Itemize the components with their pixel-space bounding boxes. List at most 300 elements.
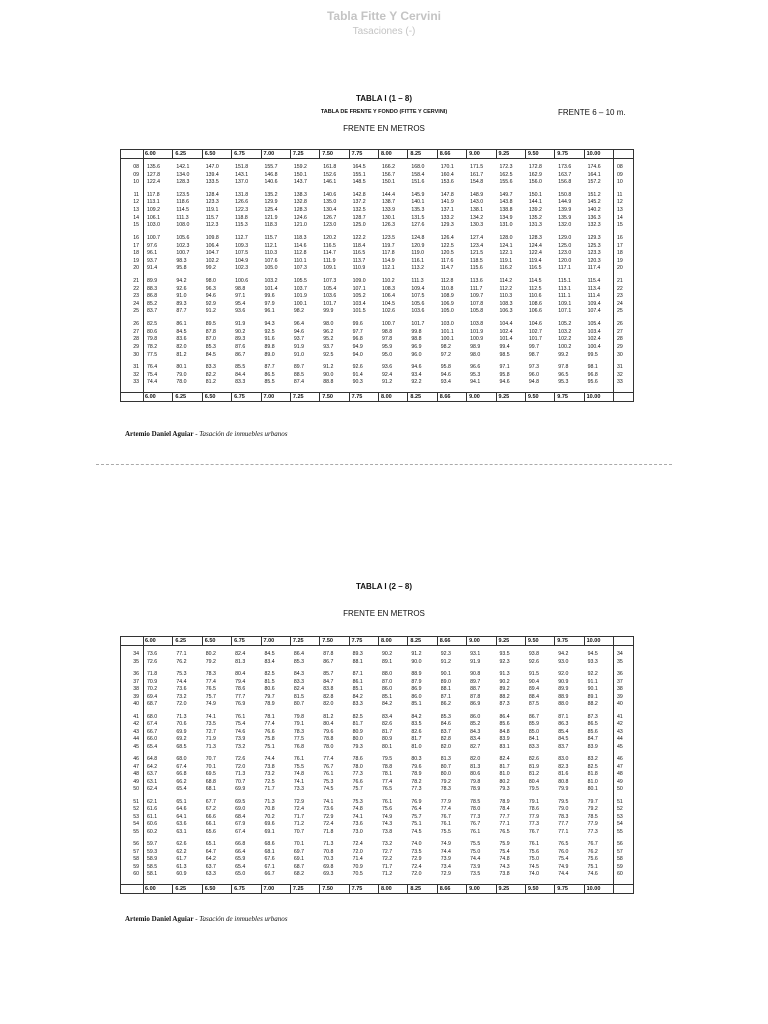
table-cell: 78.2 xyxy=(411,778,422,785)
table-cell: 105.6 xyxy=(411,300,425,307)
table-cell: 96.8 xyxy=(587,371,598,378)
table-cell: 89.0 xyxy=(264,351,275,358)
row-depth-label: 30 xyxy=(617,351,623,358)
table-cell: 96.9 xyxy=(411,343,422,350)
table-cell: 97.1 xyxy=(235,293,246,300)
column-header: 6.75 xyxy=(231,150,260,158)
table-cell: 153.6 xyxy=(440,179,454,186)
table-cell: 100.2 xyxy=(558,343,572,350)
table-cell: 115.7 xyxy=(205,214,219,221)
page-separator xyxy=(96,464,672,465)
table-cell: 108.0 xyxy=(176,222,190,229)
table-cell: 85.1 xyxy=(382,693,393,700)
row-depth-label: 40 xyxy=(617,701,623,708)
table-cell: 89.9 xyxy=(147,278,158,284)
table-cell: 84.7 xyxy=(323,678,334,685)
table-cell: 59.7 xyxy=(147,841,158,848)
table-cell: 102.7 xyxy=(528,328,542,335)
table-cell: 81.7 xyxy=(499,763,510,770)
table-cell: 100.4 xyxy=(587,343,601,350)
table-cell: 99.8 xyxy=(411,328,422,335)
table-cell: 110.8 xyxy=(440,285,454,292)
row-depth-label: 25 xyxy=(617,308,623,315)
table-cell: 135.3 xyxy=(411,207,425,214)
column-header: 8.66 xyxy=(437,393,466,401)
row-depth-label: 20 xyxy=(617,265,623,272)
row-depth-label: 08 xyxy=(133,164,139,170)
table-cell: 152.6 xyxy=(323,171,337,178)
table-cell: 77.9 xyxy=(587,821,598,828)
table-cell: 155.1 xyxy=(352,171,366,178)
table-cell: 137.0 xyxy=(235,179,249,186)
table-cell: 102.2 xyxy=(558,336,572,343)
table-cell: 58.1 xyxy=(147,871,158,878)
table-cell: 72.4 xyxy=(352,841,363,848)
table-cell: 112.1 xyxy=(264,242,278,249)
table-cell: 119.7 xyxy=(382,242,395,249)
table-cell: 81.0 xyxy=(411,743,422,750)
table-cell: 74.1 xyxy=(323,798,334,805)
table-cell: 77.9 xyxy=(528,813,539,820)
table-cell: 129.9 xyxy=(264,199,278,206)
table-cell: 101.9 xyxy=(293,293,307,300)
table-cell: 75.6 xyxy=(528,848,539,855)
row-depth-label: 33 xyxy=(133,379,139,386)
table-cell: 67.1 xyxy=(264,863,275,870)
table-cell: 95.6 xyxy=(587,379,598,386)
table-cell: 111.3 xyxy=(176,214,189,221)
table-cell: 65.9 xyxy=(235,856,246,863)
table-cell: 68.1 xyxy=(205,786,216,793)
table-cell: 130.3 xyxy=(470,222,484,229)
row-depth-label: 14 xyxy=(617,214,623,221)
table-cell: 82.3 xyxy=(558,763,569,770)
table-cell: 78.6 xyxy=(235,686,246,693)
table-cell: 140.1 xyxy=(411,199,425,206)
table-cell: 89.3 xyxy=(235,336,246,343)
table-cell: 87.6 xyxy=(235,343,246,350)
table-cell: 86.0 xyxy=(470,713,481,720)
table-cell: 94.6 xyxy=(440,371,451,378)
table-cell: 77.5 xyxy=(147,351,158,358)
table-cell: 82.6 xyxy=(382,721,393,728)
table-cell: 74.4 xyxy=(147,379,158,386)
table-cell: 126.7 xyxy=(323,214,337,221)
table-cell: 65.4 xyxy=(176,786,187,793)
table-cell: 92.2 xyxy=(411,379,422,386)
table-cell: 91.2 xyxy=(440,658,451,665)
table-cell: 70.2 xyxy=(264,813,275,820)
table-cell: 61.1 xyxy=(147,813,158,820)
table-cell: 60.2 xyxy=(147,828,158,835)
table-cell: 142.8 xyxy=(352,191,366,198)
table-cell: 111.9 xyxy=(323,257,336,264)
table1 xyxy=(120,149,634,402)
column-header: 6.25 xyxy=(172,393,201,401)
table-cell: 95.2 xyxy=(323,336,334,343)
column-header: 7.50 xyxy=(319,637,348,645)
table-cell: 116.5 xyxy=(528,265,542,272)
table-cell: 84.7 xyxy=(587,736,598,743)
table-cell: 115.1 xyxy=(558,278,571,284)
table-cell: 154.8 xyxy=(470,179,484,186)
table-cell: 79.0 xyxy=(176,371,187,378)
table-cell: 86.4 xyxy=(499,713,510,720)
table-cell: 92.3 xyxy=(499,658,510,665)
table-cell: 70.8 xyxy=(264,806,275,813)
table-cell: 103.6 xyxy=(411,308,425,315)
table-cell: 74.4 xyxy=(470,856,481,863)
row-depth-label: 56 xyxy=(133,841,139,848)
table-cell: 79.8 xyxy=(470,778,481,785)
table-cell: 101.1 xyxy=(440,328,454,335)
footer-dash: - xyxy=(193,915,200,923)
row-depth-label: 09 xyxy=(133,171,139,178)
row-depth-label: 11 xyxy=(133,191,139,198)
table-cell: 73.5 xyxy=(470,871,481,878)
row-depth-label: 16 xyxy=(617,234,623,241)
table-cell: 87.3 xyxy=(499,701,510,708)
table-cell: 78.4 xyxy=(499,806,510,813)
table-cell: 129.0 xyxy=(558,234,572,241)
table-cell: 140.6 xyxy=(323,191,337,198)
column-header: 7.25 xyxy=(290,393,319,401)
table-cell: 82.0 xyxy=(323,701,334,708)
table-cell: 111.1 xyxy=(558,293,571,300)
table-cell: 76.1 xyxy=(323,771,334,778)
table-cell: 73.3 xyxy=(293,786,304,793)
table-cell: 76.1 xyxy=(528,841,539,848)
table-cell: 82.8 xyxy=(323,693,334,700)
column-header: 7.25 xyxy=(290,637,319,645)
table-cell: 111.7 xyxy=(470,285,483,292)
table-cell: 101.7 xyxy=(411,321,425,328)
column-header: 9.75 xyxy=(554,637,583,645)
table-cell: 116.1 xyxy=(411,257,424,264)
table-cell: 88.9 xyxy=(411,671,422,678)
table-cell: 92.2 xyxy=(587,671,598,678)
table-cell: 146.8 xyxy=(264,171,278,178)
table-cell: 122.1 xyxy=(499,250,513,257)
table-cell: 96.8 xyxy=(352,336,363,343)
table-cell: 132.5 xyxy=(352,207,366,214)
row-depth-label: 15 xyxy=(617,222,623,229)
table-cell: 76.8 xyxy=(293,743,304,750)
table-cell: 69.6 xyxy=(264,821,275,828)
table-cell: 115.7 xyxy=(264,234,278,241)
table-cell: 98.2 xyxy=(440,343,451,350)
table-cell: 91.2 xyxy=(382,379,393,386)
column-header: 6.50 xyxy=(202,150,231,158)
table-cell: 75.3 xyxy=(352,798,363,805)
table-cell: 80.7 xyxy=(440,763,451,770)
table-cell: 133.5 xyxy=(205,179,219,186)
row-depth-label: 28 xyxy=(133,336,139,343)
table-cell: 98.8 xyxy=(382,328,393,335)
table-cell: 134.9 xyxy=(499,214,513,221)
table-cell: 147.8 xyxy=(440,191,454,198)
table-cell: 87.0 xyxy=(205,336,216,343)
table-cell: 64.1 xyxy=(176,813,187,820)
table-cell: 76.5 xyxy=(205,686,216,693)
table-cell: 83.3 xyxy=(293,678,304,685)
table-cell: 71.7 xyxy=(382,863,393,870)
table-cell: 76.7 xyxy=(470,821,481,828)
table-cell: 75.5 xyxy=(440,828,451,835)
table-cell: 128.4 xyxy=(205,191,219,198)
table-cell: 83.3 xyxy=(352,701,363,708)
row-depth-label: 32 xyxy=(617,371,623,378)
table-cell: 143.0 xyxy=(470,199,484,206)
table-cell: 96.6 xyxy=(470,364,481,371)
table-cell: 80.8 xyxy=(558,778,569,785)
table-cell: 75.8 xyxy=(264,736,275,743)
table-cell: 70.7 xyxy=(205,756,216,763)
column-header: 9.50 xyxy=(525,637,554,645)
table-cell: 114.5 xyxy=(528,278,542,284)
table-cell: 110.1 xyxy=(293,257,307,264)
table1-subtitle: TABLA DE FRENTE Y FONDO (FITTE Y CERVINI) xyxy=(320,109,448,115)
table-cell: 151.8 xyxy=(235,164,249,170)
table-cell: 88.1 xyxy=(352,658,363,665)
column-header: 7.50 xyxy=(319,393,348,401)
table-cell: 79.2 xyxy=(440,778,451,785)
table-cell: 78.1 xyxy=(264,713,275,720)
table-cell: 74.8 xyxy=(293,771,304,778)
table-cell: 70.1 xyxy=(293,841,304,848)
table-cell: 72.7 xyxy=(382,848,393,855)
table-cell: 69.5 xyxy=(235,798,246,805)
column-header: 6.75 xyxy=(231,393,260,401)
table-cell: 72.6 xyxy=(147,658,158,665)
table-cell: 103.2 xyxy=(264,278,278,284)
table-cell: 71.2 xyxy=(293,821,304,828)
table-cell: 86.3 xyxy=(558,721,569,728)
table-cell: 107.5 xyxy=(411,293,425,300)
table-cell: 148.5 xyxy=(352,179,366,186)
row-depth-label: 08 xyxy=(617,164,623,170)
table-cell: 130.1 xyxy=(382,214,395,221)
column-header: 7.00 xyxy=(261,150,290,158)
table-cell: 78.6 xyxy=(352,756,363,763)
column-header: 9.75 xyxy=(554,150,583,158)
table-cell: 69.9 xyxy=(176,728,187,735)
table-cell: 82.4 xyxy=(235,651,246,657)
column-divider xyxy=(143,150,144,401)
table-cell: 95.9 xyxy=(382,343,393,350)
table-cell: 80.1 xyxy=(587,786,598,793)
table-cell: 62.1 xyxy=(147,798,158,805)
row-depth-label: 52 xyxy=(133,806,139,813)
table-cell: 70.9 xyxy=(352,863,363,870)
table-cell: 91.6 xyxy=(264,336,275,343)
table-cell: 82.4 xyxy=(499,756,510,763)
row-depth-label: 57 xyxy=(133,848,139,855)
table-cell: 99.2 xyxy=(205,265,216,272)
table-cell: 114.2 xyxy=(499,278,513,284)
table-cell: 89.5 xyxy=(205,321,216,328)
table-cell: 101.7 xyxy=(528,336,542,343)
table1-title: TABLA I (1 – 8) xyxy=(355,94,412,103)
row-depth-label: 51 xyxy=(133,798,139,805)
table-cell: 72.9 xyxy=(293,798,304,805)
table-cell: 88.4 xyxy=(528,693,539,700)
table-cell: 139.2 xyxy=(528,207,542,214)
column-header: 9.50 xyxy=(525,150,554,158)
table-cell: 100.1 xyxy=(293,300,307,307)
row-depth-label: 41 xyxy=(133,713,139,720)
table-cell: 67.4 xyxy=(147,721,158,728)
table-cell: 73.5 xyxy=(411,848,422,855)
table-cell: 122.5 xyxy=(440,242,454,249)
table-cell: 113.7 xyxy=(352,257,366,264)
table-cell: 75.4 xyxy=(235,721,246,728)
column-header: 6.25 xyxy=(172,885,201,893)
row-depth-label: 26 xyxy=(133,321,139,328)
column-divider xyxy=(143,637,144,893)
table-cell: 79.6 xyxy=(411,763,422,770)
table-cell: 118.3 xyxy=(293,234,307,241)
table-cell: 81.0 xyxy=(499,771,510,778)
table-cell: 128.7 xyxy=(352,214,366,221)
table-cell: 107.3 xyxy=(293,265,307,272)
table-cell: 72.6 xyxy=(235,756,246,763)
row-depth-label: 53 xyxy=(617,813,623,820)
table-cell: 89.1 xyxy=(382,658,393,665)
table-cell: 110.3 xyxy=(264,250,278,257)
table-cell: 82.5 xyxy=(147,321,158,328)
table-cell: 79.7 xyxy=(587,798,598,805)
table-cell: 90.8 xyxy=(470,671,481,678)
row-depth-label: 44 xyxy=(133,736,139,743)
table-cell: 81.3 xyxy=(235,658,246,665)
table-cell: 110.9 xyxy=(352,265,366,272)
table-cell: 143.8 xyxy=(499,199,513,206)
table-cell: 71.8 xyxy=(147,671,158,678)
table-cell: 90.2 xyxy=(235,328,246,335)
table-cell: 92.3 xyxy=(440,651,451,657)
table-cell: 91.4 xyxy=(352,371,363,378)
table-cell: 87.9 xyxy=(411,678,422,685)
table-cell: 113.6 xyxy=(470,278,483,284)
table-cell: 155.6 xyxy=(499,179,513,186)
table-cell: 138.3 xyxy=(293,191,307,198)
table-cell: 81.7 xyxy=(411,736,422,743)
table-cell: 78.5 xyxy=(470,798,481,805)
table-cell: 129.3 xyxy=(587,234,601,241)
table-cell: 98.1 xyxy=(587,364,598,371)
table-cell: 124.4 xyxy=(528,242,542,249)
table-cell: 74.3 xyxy=(499,863,510,870)
table-cell: 82.0 xyxy=(176,343,187,350)
table-cell: 73.6 xyxy=(176,686,187,693)
table-cell: 74.3 xyxy=(382,821,393,828)
row-depth-label: 45 xyxy=(617,743,623,750)
table-cell: 68.0 xyxy=(176,756,187,763)
table-cell: 124.6 xyxy=(293,214,307,221)
table-cell: 161.8 xyxy=(323,164,337,170)
row-depth-label: 44 xyxy=(617,736,623,743)
table-cell: 102.6 xyxy=(382,308,395,315)
table-cell: 60.9 xyxy=(176,871,187,878)
table-cell: 71.3 xyxy=(205,743,216,750)
table-cell: 107.1 xyxy=(558,308,572,315)
table-cell: 61.3 xyxy=(176,863,187,870)
table-cell: 66.7 xyxy=(147,728,158,735)
table-cell: 78.0 xyxy=(176,379,187,386)
table-cell: 78.3 xyxy=(293,728,304,735)
table-cell: 97.1 xyxy=(499,364,510,371)
table-cell: 121.5 xyxy=(470,250,484,257)
table-cell: 86.9 xyxy=(411,686,422,693)
table2 xyxy=(120,636,634,894)
table-cell: 63.1 xyxy=(176,828,187,835)
table-cell: 143.7 xyxy=(293,179,307,186)
table-cell: 132.0 xyxy=(558,222,572,229)
table-cell: 93.6 xyxy=(235,308,246,315)
table-cell: 89.7 xyxy=(470,678,481,685)
table-cell: 144.1 xyxy=(528,199,542,206)
column-header: 10.00 xyxy=(584,637,613,645)
table-cell: 103.0 xyxy=(147,222,160,229)
column-header: 9.00 xyxy=(466,637,495,645)
table-cell: 127.4 xyxy=(470,234,484,241)
table-cell: 83.3 xyxy=(235,379,246,386)
table-cell: 109.3 xyxy=(235,242,249,249)
table-cell: 70.8 xyxy=(323,848,334,855)
table-cell: 126.3 xyxy=(382,222,395,229)
table-cell: 79.8 xyxy=(293,713,304,720)
table-cell: 93.3 xyxy=(587,658,598,665)
table-cell: 76.5 xyxy=(558,841,569,848)
table-cell: 101.7 xyxy=(323,300,337,307)
table-cell: 126.6 xyxy=(235,199,249,206)
table-cell: 103.4 xyxy=(352,300,366,307)
table-cell: 63.1 xyxy=(147,778,158,785)
table-cell: 112.3 xyxy=(205,222,219,229)
row-depth-label: 49 xyxy=(133,778,139,785)
table-cell: 80.1 xyxy=(382,743,393,750)
table-cell: 80.2 xyxy=(205,651,216,657)
table-cell: 67.4 xyxy=(235,828,246,835)
table-cell: 76.2 xyxy=(587,848,598,855)
table-cell: 172.3 xyxy=(499,164,513,170)
table-cell: 118.8 xyxy=(235,214,248,221)
table-cell: 128.0 xyxy=(499,234,513,241)
table-cell: 80.4 xyxy=(528,778,539,785)
column-header: 9.00 xyxy=(466,885,495,893)
row-depth-label: 40 xyxy=(133,701,139,708)
table-cell: 74.9 xyxy=(205,701,216,708)
table-cell: 76.6 xyxy=(264,728,275,735)
table-cell: 83.9 xyxy=(587,743,598,750)
table-cell: 77.3 xyxy=(470,813,481,820)
table-cell: 80.7 xyxy=(293,701,304,708)
table-cell: 99.2 xyxy=(558,351,569,358)
table-cell: 106.4 xyxy=(382,293,395,300)
table-cell: 93.4 xyxy=(440,379,451,386)
table-cell: 80.4 xyxy=(235,671,246,678)
table-cell: 108.6 xyxy=(528,300,542,307)
table-cell: 135.6 xyxy=(147,164,160,170)
table-cell: 69.0 xyxy=(235,806,246,813)
table-cell: 107.3 xyxy=(323,278,337,284)
table-cell: 78.9 xyxy=(264,701,275,708)
table-cell: 135.9 xyxy=(558,214,572,221)
table-cell: 74.1 xyxy=(352,813,363,820)
table-cell: 86.1 xyxy=(176,321,187,328)
row-depth-label: 37 xyxy=(617,678,623,685)
